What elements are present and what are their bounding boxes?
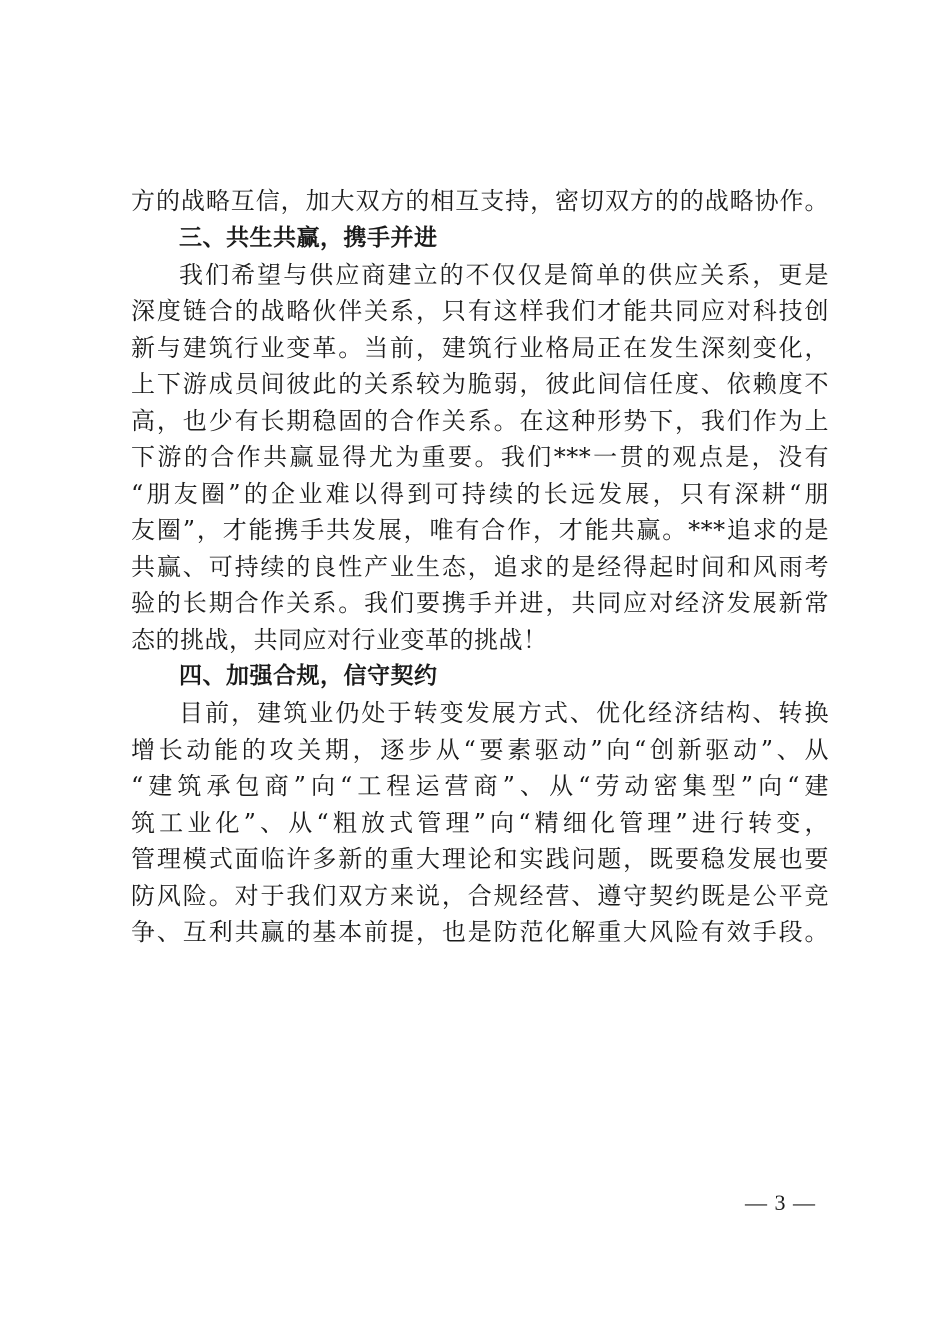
paragraph-line: 增长动能的攻关期，逐步从“要素驱动”向“创新驱动”、从 (131, 735, 829, 764)
paragraph-line: 目前，建筑业仍处于转变发展方式、优化经济结构、转换 (179, 699, 829, 727)
paragraph-line: 验的长期合作关系。我们要携手并进，共同应对经济发展新常 (131, 589, 829, 617)
paragraph-line: 方的战略互信，加大双方的相互支持，密切双方的的战略协作。 (131, 187, 829, 215)
paragraph-line: 新与建筑行业变革。当前，建筑行业格局正在发生深刻变化， (131, 333, 829, 362)
paragraph-line: “朋友圈”的企业难以得到可持续的长远发展，只有深耕“朋 (131, 479, 829, 508)
paragraph-line: 筑工业化”、从“粗放式管理”向“精细化管理”进行转变， (131, 808, 829, 837)
section-heading-3: 三、共生共赢，携手并进 (179, 224, 438, 251)
paragraph-line: 共赢、可持续的良性产业生态，追求的是经得起时间和风雨考 (131, 552, 829, 581)
paragraph-line: 上下游成员间彼此的关系较为脆弱，彼此间信任度、依赖度不 (131, 370, 829, 398)
section-heading-4: 四、加强合规，信守契约 (179, 663, 438, 689)
paragraph-line: 争、互利共赢的基本前提，也是防范化解重大风险有效手段。 (131, 918, 829, 946)
paragraph-line: 高，也少有长期稳固的合作关系。在这种形势下，我们作为上 (131, 406, 829, 435)
paragraph-line: 态的挑战，共同应对行业变革的挑战！ (131, 625, 548, 654)
document-body (131, 183, 829, 951)
paragraph-line: 深度链合的战略伙伴关系，只有这样我们才能共同应对科技创 (131, 297, 829, 325)
page-number: — 3 — (745, 1190, 816, 1215)
paragraph-line: 下游的合作共赢显得尤为重要。我们***一贯的观点是，没有 (131, 443, 829, 471)
paragraph-line: 友圈”，才能携手共发展，唯有合作，才能共赢。***追求的是 (131, 516, 829, 544)
paragraph-line: “建筑承包商”向“工程运营商”、从“劳动密集型”向“建 (131, 772, 829, 800)
paragraph-line: 我们希望与供应商建立的不仅仅是简单的供应关系，更是 (179, 260, 829, 289)
paragraph-line: 防风险。对于我们双方来说，合规经营、遵守契约既是公平竞 (131, 881, 829, 910)
paragraph-line: 管理模式面临许多新的重大理论和实践问题，既要稳发展也要 (131, 845, 829, 873)
